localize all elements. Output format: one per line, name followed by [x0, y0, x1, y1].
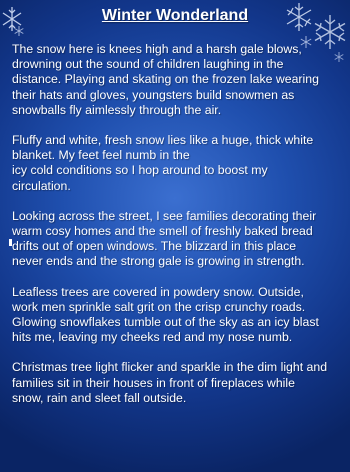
text-line: warm cosy homes and the smell of freshly baked bread	[12, 224, 313, 239]
text-line: distance. Playing and skating on the frozen lake wearing	[12, 72, 319, 87]
text-line: work men sprinkle salt grit on the crisp crunchy roads.	[12, 299, 306, 314]
text-line: Christmas tree light flicker and sparkle in the dim light and	[12, 360, 328, 375]
paragraph-4	[12, 285, 348, 346]
text-line: snowballs fly aimlessly through the air.	[12, 102, 222, 117]
text-line: The snow here is knees high and a harsh gale blows,	[12, 42, 302, 56]
poem-body	[12, 42, 348, 421]
paragraph-2	[12, 133, 348, 194]
text-line: Leafless trees are covered in powdery snow. Outside,	[12, 284, 304, 299]
text-line: drowning out the sound of children laughing in the	[12, 57, 284, 72]
text-line: Glowing snowflakes tumble out of the sky as an icy blast	[12, 315, 319, 330]
snowflake-icon	[14, 26, 24, 36]
paragraph-1	[12, 42, 348, 118]
text-line: Fluffy and white, fresh snow lies like a huge, thick white	[12, 133, 314, 148]
slide-title: Winter Wonderland	[101, 7, 249, 24]
text-line: icy cold conditions so I hop around to boost my	[12, 163, 268, 178]
text-line: blanket. My feet feel numb in the	[12, 148, 190, 163]
paragraph-3	[12, 209, 348, 270]
text-line: hits me, leaving my cheeks red and my nose numb.	[12, 330, 293, 345]
text-line: circulation.	[12, 178, 71, 193]
paragraph-5	[12, 360, 348, 406]
text-line: drifts out of open windows. The blizzard in this place	[12, 239, 297, 254]
text-line: snow, rain and sleet fall outside.	[12, 390, 187, 405]
text-line: families sit in their houses in front of fireplaces while	[12, 375, 295, 390]
text-line: their hats and gloves, youngsters build snowmen as	[12, 87, 295, 102]
text-line: Looking across the street, I see families decorating their	[12, 208, 317, 223]
text-line: never ends and the strong gale is growing in strength.	[12, 254, 305, 269]
